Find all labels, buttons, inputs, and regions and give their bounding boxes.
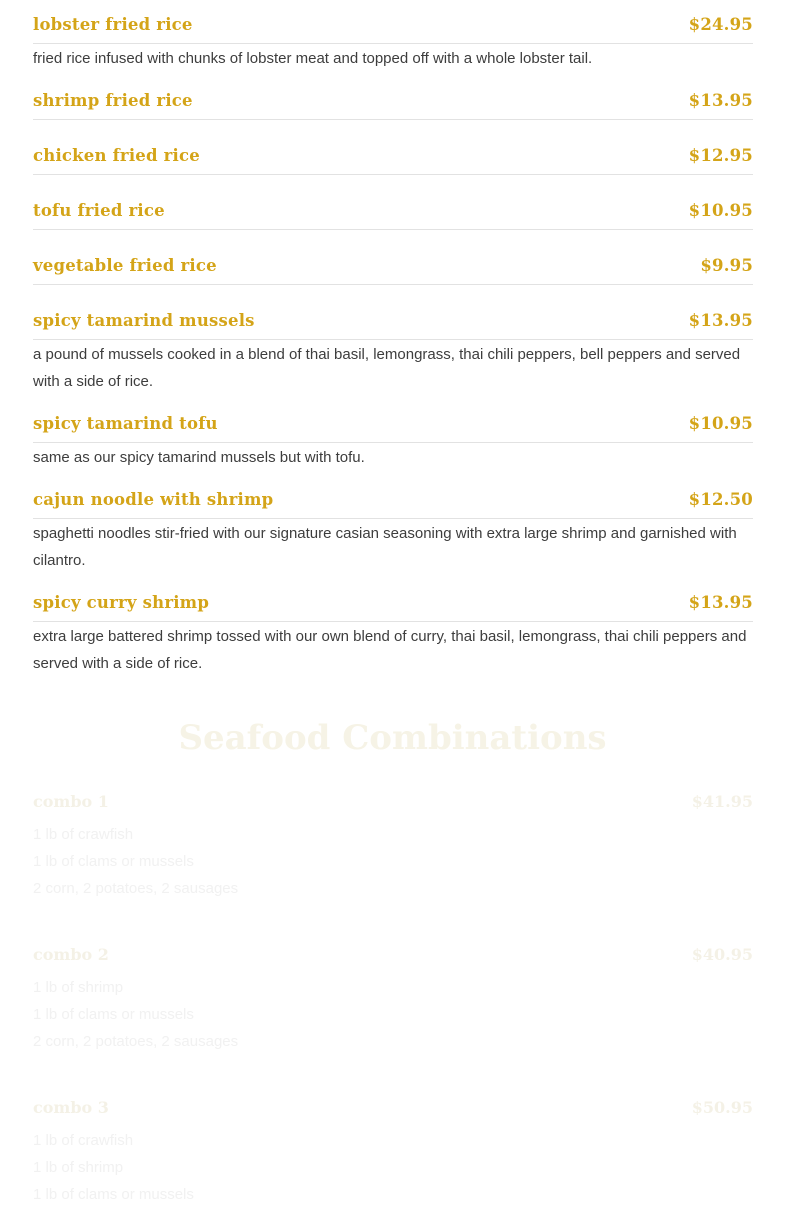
menu-item-header [33, 399, 753, 443]
menu-item-header [33, 131, 753, 175]
menu-item-header [33, 76, 753, 120]
combo-price: $40.95 [691, 945, 753, 964]
combo-header [33, 1098, 753, 1117]
menu-item-description: extra large battered shrimp tossed with our own blend of curry, thai basil, lemongrass, thai chili peppers and served with a side of rice. [33, 628, 747, 672]
menu-item-name: shrimp fried rice [33, 91, 193, 110]
menu-item [33, 578, 753, 681]
menu-item-name: spicy curry shrimp [33, 593, 210, 612]
menu-item-name: lobster fried rice [33, 15, 193, 34]
combo-item [33, 1098, 753, 1208]
menu-item [33, 399, 753, 475]
menu-item-name: chicken fried rice [33, 146, 200, 165]
menu-item [33, 76, 753, 120]
combo-line: 1 lb of shrimp [33, 1159, 124, 1176]
menu-item-description: spaghetti noodles stir-fried with our signature casian seasoning with extra large shrimp and garnished with cilantro. [33, 525, 737, 569]
combo-line: 1 lb of crawfish [33, 826, 134, 843]
combo-price: $50.95 [691, 1098, 753, 1117]
menu-item [33, 241, 753, 285]
menu-item-header [33, 241, 753, 285]
menu-item-name: spicy tamarind tofu [33, 414, 218, 433]
combo-price: $41.95 [691, 792, 753, 811]
combo-header [33, 792, 753, 811]
menu-item-price: $13.95 [688, 311, 753, 330]
menu-item-description: fried rice infused with chunks of lobster meat and topped off with a whole lobster tail. [33, 50, 593, 67]
menu-item [33, 0, 753, 76]
menu-item-name: tofu fried rice [33, 201, 165, 220]
combo-line: 1 lb of clams or mussels [33, 1186, 194, 1203]
menu-item-name: vegetable fried rice [33, 256, 217, 275]
menu-item-price: $10.95 [688, 201, 753, 220]
menu-item-header [33, 0, 753, 44]
menu-item-description: a pound of mussels cooked in a blend of thai basil, lemongrass, thai chili peppers, bell peppers and served with a side of rice. [33, 346, 741, 390]
menu-item-price: $10.95 [688, 414, 753, 433]
combo-item [33, 945, 753, 1055]
menu-item [33, 131, 753, 175]
combo-line: 1 lb of clams or mussels [33, 1006, 194, 1023]
menu-item-header [33, 186, 753, 230]
menu-item-name: spicy tamarind mussels [33, 311, 255, 330]
combo-header [33, 945, 753, 964]
menu-item [33, 186, 753, 230]
menu-item-description: same as our spicy tamarind mussels but with tofu. [33, 449, 365, 466]
combo-line: 2 corn, 2 potatoes, 2 sausages [33, 1033, 239, 1050]
combo-line: 1 lb of crawfish [33, 1132, 134, 1149]
combo-line: 1 lb of shrimp [33, 979, 124, 996]
menu-item-header [33, 578, 753, 622]
combo-contents [33, 821, 753, 902]
combo-name: combo 1 [33, 792, 109, 811]
menu-item-price: $13.95 [688, 593, 753, 612]
menu-item [33, 296, 753, 399]
section-title: Seafood Combinations [178, 718, 607, 758]
combo-contents [33, 1127, 753, 1208]
menu-item-price: $12.95 [688, 146, 753, 165]
menu-item [33, 475, 753, 578]
combo-name: combo 2 [33, 945, 109, 964]
combo-item [33, 792, 753, 902]
menu-item-price: $24.95 [688, 15, 753, 34]
combo-contents [33, 974, 753, 1055]
menu-item-header [33, 296, 753, 340]
combo-name: combo 3 [33, 1098, 109, 1117]
menu-item-price: $13.95 [688, 91, 753, 110]
menu-item-price: $12.50 [688, 490, 753, 509]
combo-line: 2 corn, 2 potatoes, 2 sausages [33, 880, 239, 897]
menu-item-name: cajun noodle with shrimp [33, 490, 274, 509]
combo-line: 1 lb of clams or mussels [33, 853, 194, 870]
menu-item-price: $9.95 [700, 256, 753, 275]
menu-item-header [33, 475, 753, 519]
menu-list [33, 0, 753, 681]
